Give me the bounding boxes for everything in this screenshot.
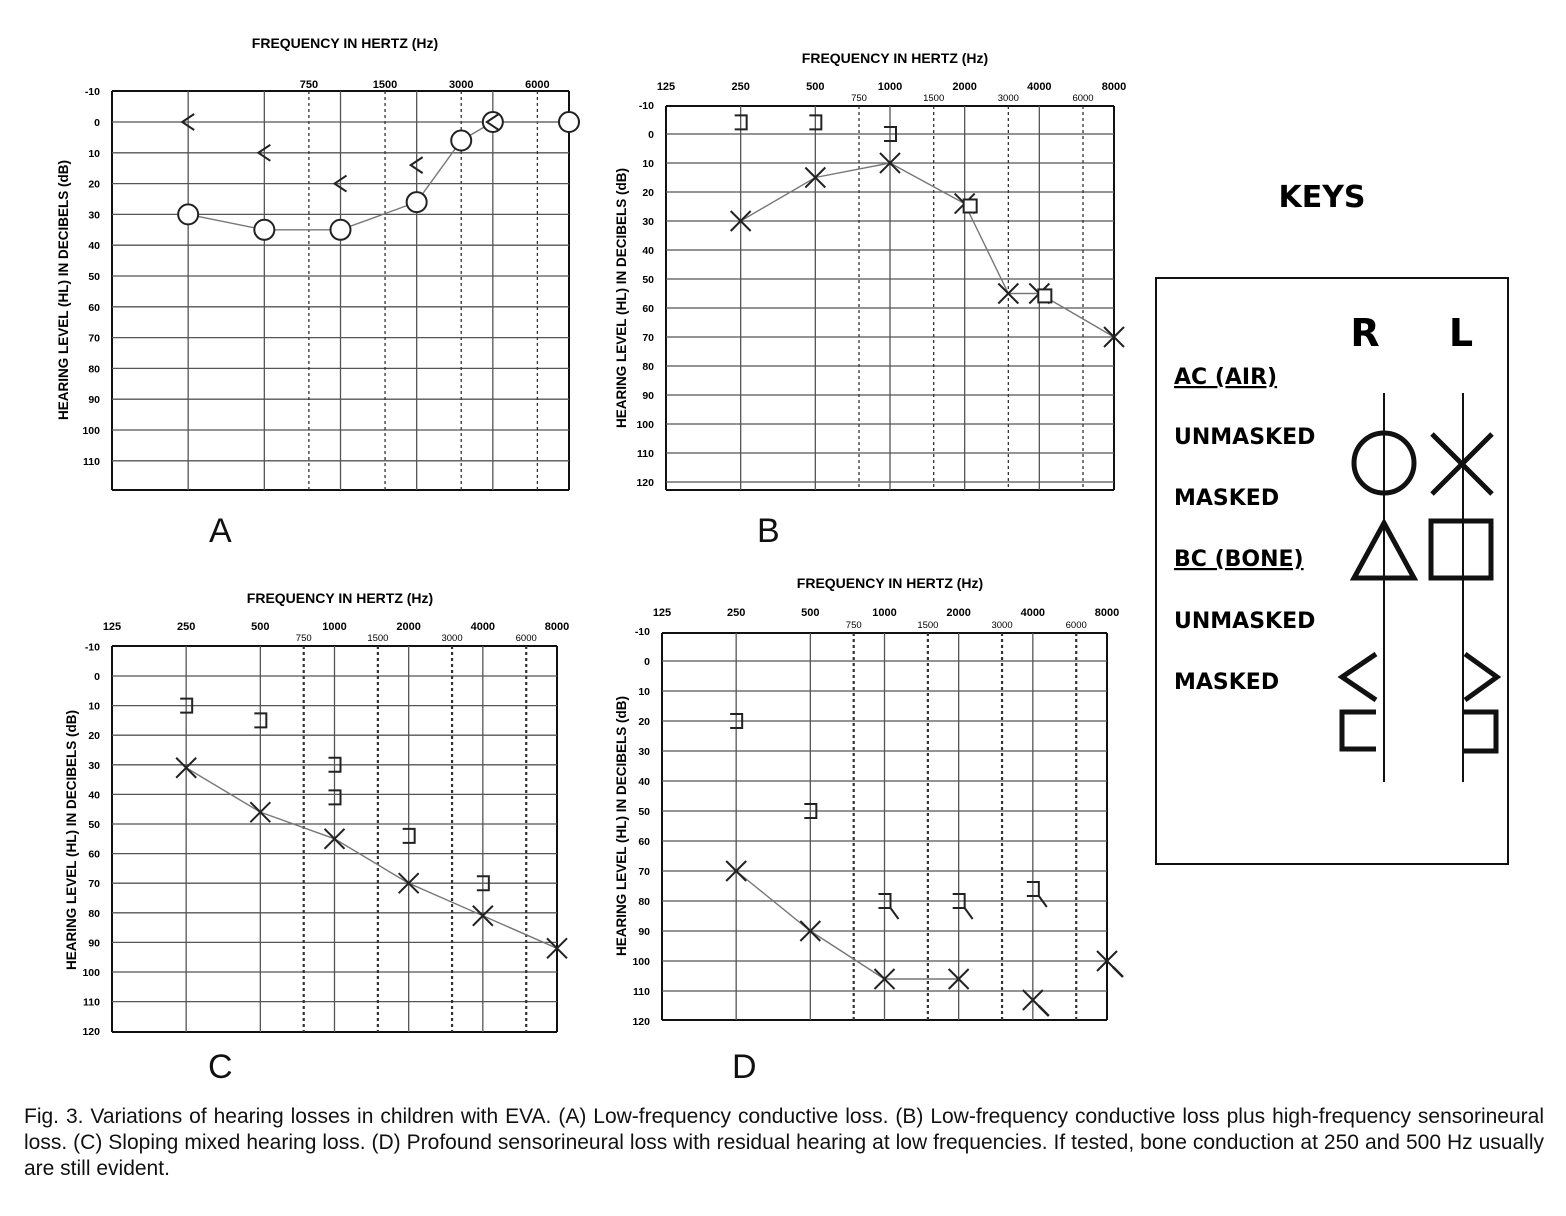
- y-tick-label: 110: [83, 996, 100, 1009]
- panel-letter-d: D: [732, 1048, 757, 1086]
- no-response-arrow: [965, 908, 973, 919]
- y-tick-label: 70: [88, 332, 100, 345]
- axis-title-frequency: FREQUENCY IN HERTZ (Hz): [796, 575, 984, 591]
- keys-legend: [1156, 180, 1508, 864]
- y-tick-label: 50: [642, 274, 654, 286]
- y-tick-label: 60: [642, 303, 654, 315]
- x-tick-label-minor: 3000: [997, 93, 1019, 104]
- series-line: [188, 122, 569, 230]
- keys-bc-unmasked: UNMASKED: [1174, 609, 1316, 634]
- no-response-arrow: [1113, 967, 1123, 977]
- x-tick-label: 2000: [396, 621, 421, 633]
- y-tick-label: 100: [636, 419, 654, 431]
- x-tick-label-minor: 750: [295, 633, 312, 644]
- y-tick-label: 110: [83, 455, 100, 468]
- y-tick-label: 10: [88, 147, 100, 160]
- axis-title-frequency: FREQUENCY IN HERTZ (Hz): [251, 35, 439, 51]
- axis-title-frequency: FREQUENCY IN HERTZ (Hz): [246, 590, 434, 606]
- y-tick-label: -10: [634, 626, 650, 638]
- x-tick-label: 250: [726, 607, 746, 619]
- x-tick-label: 500: [251, 621, 270, 633]
- keys-col-right: R: [1350, 311, 1380, 355]
- audiogram-panel-a: [56, 35, 579, 490]
- y-tick-label: 80: [642, 361, 654, 373]
- key-right-bone-masked-bracket: [1342, 712, 1376, 749]
- series-line: [736, 871, 959, 979]
- key-left-air-masked-square: [1431, 521, 1491, 578]
- y-tick-label: 30: [642, 216, 654, 228]
- y-tick-label: -10: [84, 86, 100, 99]
- y-tick-label: 0: [94, 117, 100, 129]
- marker-left-air-masked: [964, 200, 977, 213]
- audiogram-panel-c: [64, 590, 569, 1038]
- y-tick-label: 60: [88, 301, 100, 314]
- y-tick-label: 120: [82, 1026, 100, 1039]
- keys-bc-label: BC (BONE): [1174, 547, 1304, 572]
- x-tick-label-minor: 1500: [917, 620, 939, 631]
- x-tick-label: 1500: [372, 79, 398, 91]
- y-tick-label: 20: [638, 716, 650, 728]
- y-tick-label: 40: [638, 776, 650, 788]
- figure-caption: Fig. 3. Variations of hearing losses in children with EVA. (A) Low-frequency conductive loss. (B) Low-frequency conductive loss plus high-frequency sensorineural loss. (C) Sloping mixed hearing loss. (D) Profound sensorineural loss with residual hearing at low frequencies. If tested, bone conduction at 250 and 500 Hz usually are still evident.: [24, 1105, 1544, 1180]
- axis-label-hearing-level: HEARING LEVEL (HL) IN DECIBELS (dB): [614, 695, 629, 957]
- x-tick-label-minor: 3000: [991, 620, 1013, 631]
- marker-right-air-unmasked: [178, 204, 198, 224]
- key-right-bone-unmasked-less-than: [1342, 654, 1376, 700]
- y-tick-label: 70: [638, 866, 650, 878]
- no-response-arrow: [1039, 1006, 1049, 1016]
- audiogram-panel-d: [614, 575, 1123, 1028]
- marker-right-air-unmasked: [407, 192, 427, 212]
- x-tick-label: 1000: [322, 621, 347, 633]
- keys-ac-masked: MASKED: [1174, 486, 1280, 511]
- axis-label-hearing-level: HEARING LEVEL (HL) IN DECIBELS (dB): [614, 167, 629, 429]
- y-tick-label: 30: [638, 746, 650, 758]
- x-tick-label: 2000: [952, 81, 977, 93]
- y-tick-label: 80: [88, 907, 100, 920]
- y-tick-label: 70: [642, 332, 654, 344]
- keys-bc-masked: MASKED: [1174, 670, 1280, 695]
- x-tick-label: 2000: [946, 607, 971, 619]
- y-tick-label: 100: [82, 967, 100, 979]
- y-tick-label: 30: [88, 759, 100, 772]
- key-left-bone-unmasked-greater-than: [1465, 654, 1497, 700]
- x-tick-label: 8000: [544, 621, 570, 633]
- y-tick-label: 60: [638, 836, 650, 848]
- x-tick-label: 750: [299, 79, 319, 91]
- y-tick-label: 120: [636, 477, 654, 489]
- y-tick-label: 20: [88, 178, 100, 191]
- axis-title-frequency: FREQUENCY IN HERTZ (Hz): [801, 50, 989, 66]
- y-tick-label: 10: [638, 686, 650, 698]
- x-tick-label: 6000: [525, 79, 550, 91]
- y-tick-label: 110: [633, 986, 650, 998]
- keys-ac-label: AC (AIR): [1174, 365, 1278, 390]
- y-tick-label: 10: [88, 700, 100, 713]
- x-tick-label: 500: [806, 81, 825, 93]
- y-tick-label: 90: [88, 937, 100, 950]
- y-tick-label: 50: [88, 271, 100, 283]
- y-tick-label: -10: [84, 641, 100, 654]
- y-tick-label: 80: [638, 896, 650, 908]
- y-tick-label: 30: [88, 209, 100, 222]
- y-tick-label: 60: [88, 848, 100, 861]
- y-tick-label: 20: [642, 187, 654, 199]
- x-tick-label: 4000: [470, 621, 496, 633]
- y-tick-label: 50: [88, 819, 100, 831]
- keys-ac-unmasked: UNMASKED: [1174, 425, 1316, 450]
- y-tick-label: 0: [648, 129, 654, 141]
- x-tick-label-minor: 1500: [923, 93, 945, 104]
- y-tick-label: 0: [644, 656, 650, 668]
- panel-letter-b: B: [757, 512, 780, 550]
- y-tick-label: -10: [638, 100, 654, 112]
- x-tick-label: 3000: [448, 79, 474, 91]
- y-tick-label: 110: [637, 448, 654, 460]
- x-tick-label: 8000: [1101, 81, 1127, 93]
- y-tick-label: 20: [88, 730, 100, 743]
- y-tick-label: 10: [642, 158, 654, 170]
- x-tick-label-minor: 750: [845, 620, 862, 631]
- axis-label-hearing-level: HEARING LEVEL (HL) IN DECIBELS (dB): [56, 159, 71, 421]
- axis-label-hearing-level: HEARING LEVEL (HL) IN DECIBELS (dB): [64, 709, 79, 971]
- x-tick-label-minor: 1500: [367, 633, 389, 644]
- x-tick-label-minor: 6000: [1072, 93, 1094, 104]
- x-tick-label: 4000: [1020, 607, 1046, 619]
- x-tick-label: 500: [801, 607, 820, 619]
- y-tick-label: 40: [88, 789, 100, 802]
- keys-title: KEYS: [1278, 180, 1366, 215]
- no-response-arrow: [891, 908, 899, 919]
- marker-right-air-unmasked: [254, 220, 274, 240]
- x-tick-label: 250: [176, 621, 196, 633]
- x-tick-label-minor: 750: [851, 93, 867, 104]
- y-tick-label: 40: [642, 245, 654, 257]
- y-tick-label: 40: [88, 240, 100, 253]
- x-tick-label: 4000: [1027, 81, 1052, 93]
- marker-left-air-masked: [1038, 289, 1051, 302]
- x-tick-label: 125: [656, 81, 676, 93]
- y-tick-label: 100: [632, 956, 650, 968]
- x-tick-label: 125: [102, 621, 122, 633]
- audiogram-panel-b: [614, 50, 1126, 490]
- y-tick-label: 90: [642, 390, 654, 402]
- y-tick-label: 90: [88, 394, 100, 407]
- marker-right-air-unmasked: [451, 130, 471, 150]
- x-tick-label-minor: 6000: [1065, 620, 1087, 631]
- x-tick-label: 1000: [872, 607, 897, 619]
- y-tick-label: 0: [94, 671, 100, 683]
- x-tick-label: 1000: [877, 81, 903, 93]
- x-tick-label: 125: [652, 607, 672, 619]
- y-tick-label: 120: [632, 1016, 650, 1028]
- y-tick-label: 50: [638, 806, 650, 818]
- y-tick-label: 80: [88, 363, 100, 376]
- x-tick-label-minor: 3000: [441, 633, 463, 644]
- x-tick-label: 8000: [1094, 607, 1120, 619]
- y-tick-label: 70: [88, 878, 100, 891]
- x-tick-label: 250: [731, 81, 750, 93]
- y-tick-label: 100: [82, 425, 100, 437]
- marker-right-air-unmasked: [559, 112, 579, 132]
- x-tick-label-minor: 6000: [515, 633, 537, 644]
- marker-right-air-unmasked: [331, 220, 351, 240]
- key-left-bone-masked-bracket: [1463, 712, 1496, 751]
- keys-col-left: L: [1448, 311, 1474, 355]
- panel-letter-c: C: [208, 1048, 233, 1086]
- panel-letter-a: A: [209, 512, 232, 550]
- y-tick-label: 90: [638, 926, 650, 938]
